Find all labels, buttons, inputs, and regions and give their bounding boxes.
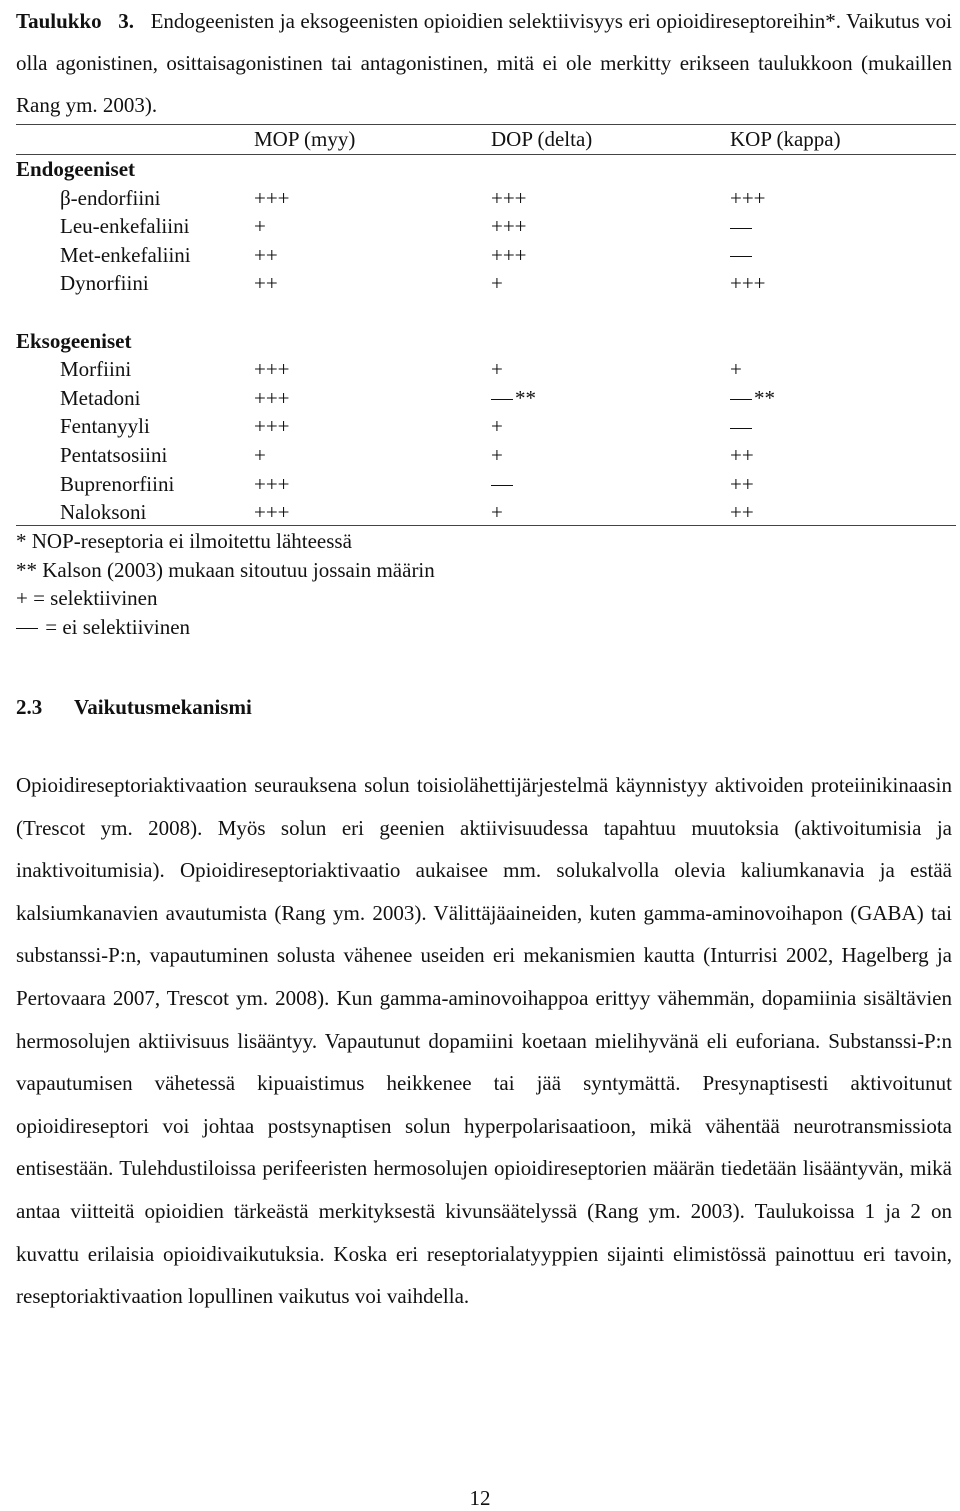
row-label: Pentatsosiini	[60, 443, 168, 467]
cell-mop: +++	[254, 385, 290, 410]
cell-kop: ++	[730, 443, 754, 467]
header-mop: MOP (myy)	[254, 127, 356, 151]
header-rule	[16, 154, 956, 155]
row-label: Naloksoni	[60, 500, 147, 525]
body-text: Opioidireseptoriaktivaation seurauksena solun toisiolähettijärjestelmä käynnistyy aktivoiden proteiinikinaasin (Trescot ym. 2008). Myös solun eri geenien aktiivisuudessa tapahtuu muutoksia (aktivoitumisia ja inaktivoitumisia). Opioidireseptoriaktivaatio aukaisee mm. solukalvolla olevia kaliumkanavia ja estää kalsiumkanavien avautumista (Rang ym. 2003). Välittäjäaineiden, kuten gamma-aminovoihapon (GABA) tai substanssi-P:n, vapautuminen solusta vähenee useiden eri mekanismien kautta (Inturrisi 2002, Hagelberg ja Pertovaara 2007, Trescot ym. 2008). Kun gamma-aminovoihappoa erittyy vähemmän, dopamiinia sisältävien hermosolujen aktiivisuus lisääntyy. Vapautunut dopamiini koetaan mielihyvänä eli euforiana. Substanssi-P:n vapautumisen vähetessä kipuaistimus heikkenee tai jää syntymättä. Presynaptisesti aktivoitunut opioidireseptori voi johtaa postsynaptisen solun hyperpolarisaatioon, mikä vähentää neurotransmissiota entisestään. Tulehdustiloissa perifeeristen hermosolujen opioidireseptorien määrän tiedetään lisääntyvän, mikä antaa viitteitä opioidien tärkeästä merkityksestä kivunsäätelyssä (Rang ym. 2003). Taulukoissa 1 ja 2 on kuvattu erilaisia opioidivaikutuksia. Koska eri reseptorialatyyppien sijainti elimistössä painottuu eri tavoin, reseptoriaktivaation lopullinen vaikutus voi vaihdella.	[16, 773, 952, 1309]
cell-kop	[730, 241, 754, 269]
row-label: Morfiini	[60, 357, 132, 382]
row-label: Buprenorfiini	[60, 471, 175, 496]
header-kop: KOP (kappa)	[730, 127, 841, 151]
cell-mop: ++	[254, 242, 278, 267]
cell-kop: ++	[730, 471, 754, 496]
row-label: Fentanyyli	[60, 414, 150, 439]
cell-dop: +	[491, 414, 503, 439]
cell-dop: +	[491, 271, 503, 296]
section-number: 2.3	[16, 695, 43, 719]
row-label: Met-enkefaliini	[60, 242, 191, 267]
row-label: Dynorfiini	[60, 271, 149, 296]
cell-dop: +++	[491, 242, 527, 267]
cell-mop: +++	[254, 357, 290, 382]
cell-mop: +++	[254, 414, 290, 439]
body-paragraph	[16, 764, 952, 1318]
row-label: Metadoni	[60, 385, 141, 410]
caption-label: Taulukko	[16, 9, 102, 33]
cell-kop: **	[730, 384, 775, 412]
cell-mop: +	[254, 443, 266, 467]
cell-mop: +++	[254, 185, 290, 210]
cell-dop: +++	[491, 214, 527, 239]
cell-kop: +	[730, 357, 742, 382]
header-dop: DOP (delta)	[491, 127, 593, 151]
caption-text: Endogeenisten ja eksogeenisten opioidien selektiivisyys eri opioidireseptoreihin*. Vaikutus voi olla agonistinen, osittaisagonistinen tai antagonistinen, mitä ei ole merkitty erikseen taulukkoon (mukaillen Rang ym. 2003).	[16, 9, 953, 117]
table-note: ** Kalson (2003) mukaan sitoutuu jossain määrin	[16, 557, 435, 582]
dash-symbol	[730, 256, 752, 257]
cell-dop: +++	[491, 185, 527, 210]
cell-mop: +++	[254, 471, 290, 496]
group-title: Eksogeeniset	[16, 328, 132, 353]
dash-symbol	[730, 428, 752, 429]
group-title: Endogeeniset	[16, 157, 136, 181]
cell-kop: +++	[730, 271, 766, 296]
dash-symbol	[730, 399, 752, 400]
cell-mop: +++	[254, 500, 290, 525]
dash-symbol	[16, 628, 38, 629]
table-bottom-rule	[16, 525, 956, 526]
cell-kop: +++	[730, 185, 766, 210]
cell-mop: ++	[254, 271, 278, 296]
section-heading	[16, 692, 252, 722]
cell-kop: ++	[730, 500, 754, 525]
cell-kop	[730, 412, 754, 440]
dash-symbol	[491, 485, 513, 486]
table-caption	[16, 0, 952, 126]
dash-symbol	[730, 228, 752, 229]
cell-mop: +	[254, 214, 266, 239]
cell-dop	[491, 470, 515, 498]
cell-kop	[730, 212, 754, 240]
caption-number: 3.	[118, 9, 134, 33]
page-number: 12	[469, 1486, 491, 1510]
dash-symbol	[491, 399, 513, 400]
row-label: β-endorfiini	[60, 185, 161, 210]
table-note: = ei selektiivinen	[16, 613, 190, 641]
table-note: + = selektiivinen	[16, 586, 158, 611]
cell-dop: +	[491, 500, 503, 525]
table-note: * NOP-reseptoria ei ilmoitettu lähteessä	[16, 529, 352, 553]
cell-dop: +	[491, 357, 503, 382]
section-title: Vaikutusmekanismi	[74, 695, 252, 719]
row-label: Leu-enkefaliini	[60, 214, 190, 239]
cell-dop: +	[491, 443, 503, 467]
cell-dop: **	[491, 384, 536, 412]
